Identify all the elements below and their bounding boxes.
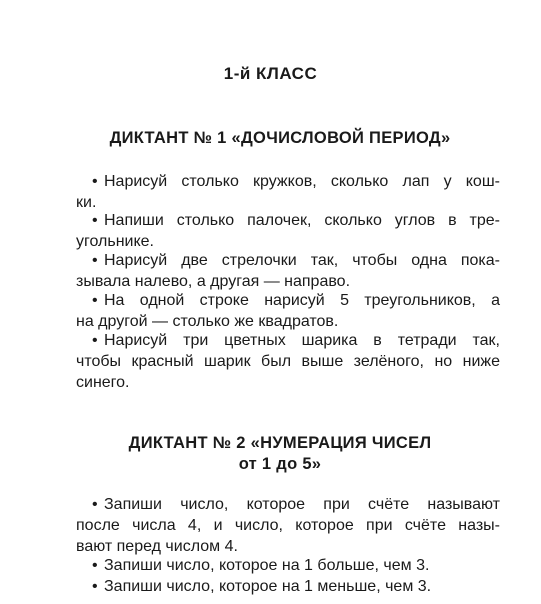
item-text: На одной строке нарисуй 5 треугольников, а	[104, 292, 500, 309]
item-line: после числа 4, и число, которое при счёте назы-	[76, 517, 500, 534]
item-text: Нарисуй столько кружков, сколько лап у кош-	[104, 173, 500, 190]
item-line	[76, 210, 500, 231]
dictation-2-item-1	[76, 494, 500, 557]
item-line	[76, 290, 500, 311]
item-line: зывала налево, а другая — направо.	[76, 273, 351, 290]
dictation-1-title-line: ДИКТАНТ № 1 «ДОЧИСЛОВОЙ ПЕРИОД»	[109, 129, 451, 147]
item-line	[76, 494, 500, 515]
item-line: на другой — столько же квадратов.	[76, 313, 339, 330]
bullet-icon: •	[92, 292, 98, 309]
item-line: ки.	[76, 194, 97, 211]
bullet-icon: •	[92, 557, 98, 574]
item-text: Нарисуй три цветных шарика в тетради так,	[104, 332, 500, 349]
bullet-icon: •	[92, 578, 98, 595]
item-line	[76, 330, 500, 351]
item-line	[76, 555, 500, 576]
dictation-1-item-1	[76, 171, 500, 213]
dictation-1-item-3	[76, 250, 500, 292]
item-line: синего.	[76, 374, 130, 391]
item-text: Запиши число, которое на 1 меньше, чем 3.	[104, 578, 432, 595]
dictation-2-title	[60, 433, 500, 475]
dictation-1-title	[60, 128, 500, 149]
dictation-2-item-3	[76, 576, 500, 597]
item-line	[76, 250, 500, 271]
dictation-2-title-line-2: от 1 до 5»	[238, 455, 322, 473]
dictation-2-title-line-1: ДИКТАНТ № 2 «НУМЕРАЦИЯ ЧИСЕЛ	[128, 434, 432, 452]
dictation-1-item-5	[76, 330, 500, 393]
item-text: Нарисуй две стрелочки так, чтобы одна пока-	[104, 252, 500, 269]
bullet-icon: •	[92, 212, 98, 229]
dictation-1-item-4	[76, 290, 500, 332]
item-line: угольнике.	[76, 233, 154, 250]
bullet-icon: •	[92, 496, 98, 513]
grade-title: 1-й КЛАСС	[223, 64, 318, 83]
dictation-2-item-2	[76, 555, 500, 576]
bullet-icon: •	[92, 252, 98, 269]
bullet-icon: •	[92, 332, 98, 349]
dictation-1-item-2	[76, 210, 500, 252]
item-text: Запиши число, которое на 1 больше, чем 3.	[104, 557, 430, 574]
bullet-icon: •	[92, 173, 98, 190]
item-text: Запиши число, которое при счёте называют	[104, 496, 500, 513]
item-text: Напиши столько палочек, сколько углов в тре-	[104, 212, 500, 229]
item-line	[76, 171, 500, 192]
item-line: вают перед числом 4.	[76, 538, 238, 555]
item-line	[76, 576, 500, 597]
item-line: чтобы красный шарик был выше зелёного, но ниже	[76, 353, 500, 370]
